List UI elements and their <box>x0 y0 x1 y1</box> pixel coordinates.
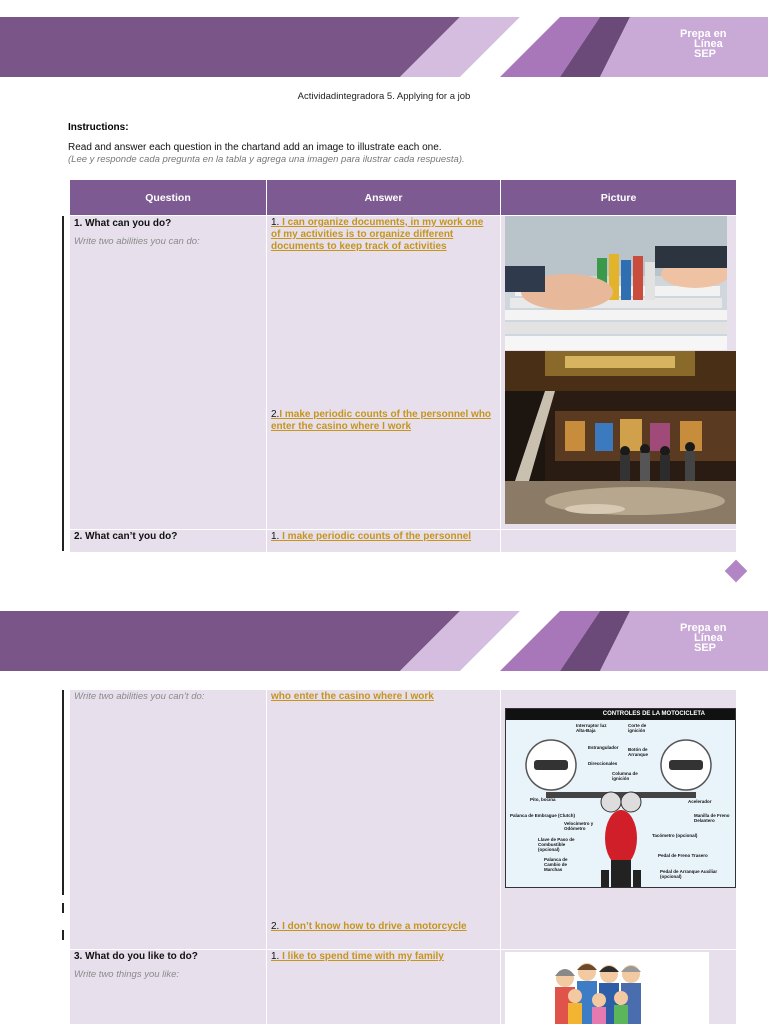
margin-mark-2 <box>62 690 64 895</box>
q2-answer-1-end: who enter the casino where I work <box>271 691 434 702</box>
page-banner-2 <box>0 611 768 671</box>
q2-answer-2: 2. I don’t know how to drive a motorcycle <box>271 921 467 932</box>
page-corner-decoration <box>725 560 748 583</box>
q1-answer-1: 1. I can organize documents, in my work one of my activities is to organize different documents to keep track of activities <box>271 217 484 252</box>
header-answer: Answer <box>267 180 500 215</box>
q2-hint: Write two abilities you can’t do: <box>74 691 205 702</box>
document-title: Actividadintegradora 5. Applying for a job <box>297 91 471 102</box>
diagram-title: CONTROLES DE LA MOTOCICLETA <box>506 709 735 720</box>
q1-answer-cell <box>267 216 500 529</box>
header-question: Question <box>70 180 266 215</box>
q2-answer-1-start: 1. I make periodic counts of the personnel <box>271 531 472 542</box>
banner-graphic-2 <box>0 611 768 671</box>
page-banner <box>0 17 768 77</box>
q2-picture-cell <box>501 530 736 552</box>
instructions-spanish: (Lee y responde cada pregunta en la tabla y agrega una imagen para ilustrar cada respuesta). <box>68 154 465 165</box>
family-illustration <box>505 952 709 1024</box>
casino-photo <box>505 351 736 524</box>
q2-title: 2. What can’t you do? <box>74 531 178 542</box>
instructions-heading: Instructions: <box>68 122 129 133</box>
motorcycle-controls-diagram <box>505 708 736 888</box>
q1-title: 1. What can you do? <box>74 218 172 229</box>
logo-2: Prepa en Línea SEP <box>680 622 727 654</box>
instructions-english: Read and answer each question in the chartand add an image to illustrate each one. <box>68 142 442 153</box>
q1-question-cell <box>70 216 266 529</box>
q1-answer-2: 2.I make periodic counts of the personnel who enter the casino where I work <box>271 409 492 432</box>
margin-mark <box>62 216 64 551</box>
margin-mark-3 <box>62 903 64 913</box>
banner-graphic <box>0 17 768 77</box>
q2-answer-cell-cont <box>267 690 500 949</box>
diagram-labels: Interruptor luz Alta-Baja Corte de ignición Estrangulador Botón de Arranque Direccionales Columna de ignición Pito, bocina Acelerador Palanca de Embrague (Clutch) Velocímetro y Odómetro Manilla de Freno Delantero Llave de Paso de Combustible (opcional) Tacómetro (opcional) Palanca de Cambio de Marchas Pedal de Freno Trasero Pedal de Arranque Auxiliar (opcional) <box>510 723 730 879</box>
header-picture: Picture <box>501 180 736 215</box>
q3-answer-1: 1. I like to spend time with my family <box>271 951 444 962</box>
questions-table-continued <box>70 690 736 1024</box>
documents-photo <box>505 216 727 350</box>
margin-mark-4 <box>62 930 64 940</box>
q2-question-cell-cont <box>70 690 266 949</box>
logo: Prepa en Línea SEP <box>680 28 727 60</box>
q3-title: 3. What do you like to do? <box>74 951 198 962</box>
q1-hint: Write two abilities you can do: <box>74 236 200 247</box>
q3-hint: Write two things you like: <box>74 969 180 980</box>
questions-table <box>70 180 736 552</box>
